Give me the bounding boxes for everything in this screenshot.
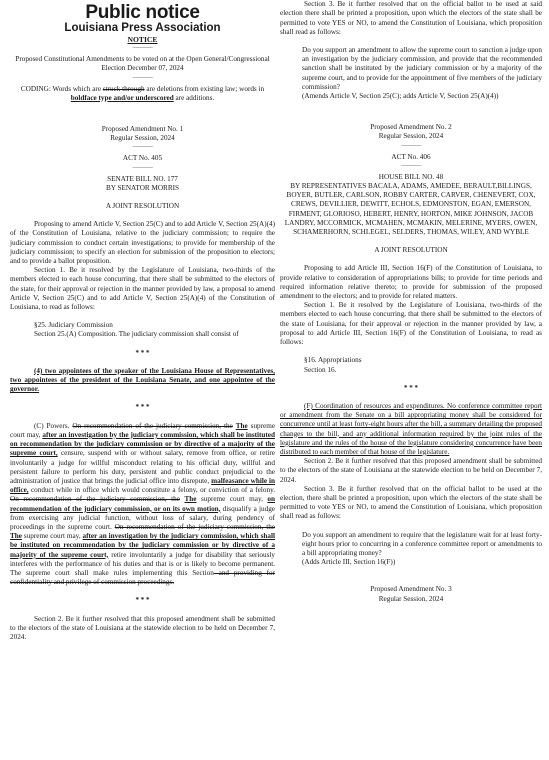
amendment-2-title: Proposed Amendment No. 2 xyxy=(370,123,452,132)
paragraph-c-segment: (C) Powers. xyxy=(34,421,73,430)
amendment-1-ballot-question: Do you support an amendment to allow the supreme court to sanction a judge upon an investigation by the judiciary commission, and provide that the recommended sanction shall be instituted by the judiciary commission or by a majority of the supreme court, and to provide for the appointment of five members of the judiciary commission? xyxy=(302,46,542,91)
divider: __________ xyxy=(401,141,421,147)
amendment-2-resolution: A JOINT RESOLUTION xyxy=(374,246,448,255)
paragraph-c-segment: conduct while in office which would constitute a felony, or conviction of a felony. xyxy=(28,486,275,495)
publisher-name: Louisiana Press Association xyxy=(64,22,221,34)
amendment-3-title: Proposed Amendment No. 3 xyxy=(370,585,452,594)
ellipsis-stars: * * * xyxy=(135,403,150,412)
amendment-1-section-2: Section 2. Be it further resolved that this proposed amendment shall be submitted to the electors of the state of Louisiana at the statewide election to be held on December 7, 2024. xyxy=(10,614,275,641)
amendment-1-section-1: Section 1. Be it resolved by the Legislature of Louisiana, two-thirds of the members elected to each house concurring, that there shall be submitted to the electors of the state, for their approval or rejection in the manner provided by law, a proposal to amend Article V, Section 25(C) and to add Article V, Section 25(A)(4) of the Constitution of Louisiana, to read as follows: xyxy=(10,266,275,312)
amendment-1-act: ACT No. 405 xyxy=(122,154,163,163)
amendment-1-resolution: A JOINT RESOLUTION xyxy=(105,202,180,211)
amendment-2-section-3: Section 3. Be it further resolved that on the official ballot to be used at the election, there shall be printed a proposition, upon which the electors of the state shall be permitted to vote YES or NO, to amend the Constitution of Louisiana, which proposition shall read as follows: xyxy=(280,484,542,521)
amendment-3-session: Regular Session, 2024 xyxy=(378,594,444,603)
right-column xyxy=(280,0,542,604)
amendment-2-purpose: Proposing to add Article III, Section 16(F) of the Constitution of Louisiana, to provide relative to consideration of appropriations bills; to provide for time periods and required information relative thereto; to provide for submission of the proposed amendment to the electors; and to provide for related matters. xyxy=(280,264,542,301)
paragraph-c-segment: on recommendation of the judiciary commission, or on its own motion, xyxy=(10,495,276,513)
amendment-2-bill: HOUSE BILL NO. 48 xyxy=(378,172,444,181)
amendment-2-sponsors: BY REPRESENTATIVES BACALA, ADAMS, AMEDEE, BERAULT,BILLINGS, BOYER, BUTLER, CARLSON, ROBBY CARTER, CARVER, CHENEVERT, COX, CREWS, DEVILLIER, DEWITT, ECHOLS, EDMONSTON, EGAN, EMERSON, FIRMENT, GLORIOSO, HEBERT, HENRY, HORTON, MIKE JOHNSON, JACOB LANDRY, MCCORMICK, MCMAHEN, MCMAKIN, MELERINE, MYERS, OWEN, SCHAMERHORN, SCHLEGEL, SELDERS, THOMAS, WILEY, AND WYBLE xyxy=(284,182,538,237)
amendment-2-section-1: Section 1. Be it resolved by the Legislature of Louisiana, two-thirds of the members elected to each house concurring, that there shall be submitted to the electors of the state of Louisiana, for their approval or rejection in the manner provided by law, a proposal to add Article III, Section 16(F) of the Constitution of Louisiana, to read as follows: xyxy=(280,301,542,347)
amendment-1-bill: SENATE BILL NO. 177 xyxy=(107,174,178,183)
coding-legend: CODING: Words which are struck through are deletions from existing law; words in boldface type and/or underscored are additions. xyxy=(20,84,265,102)
amendment-1-ballot-reference: (Amends Article V, Section 25(C); adds Article V, Section 25(A)(4)) xyxy=(302,92,499,101)
amendment-1-section-3: Section 3. Be it further resolved that on the official ballot to be used at said election there shall be printed a proposition, upon which the electors of the state shall be permitted to vote YES or NO, to amend the Constitution of Louisiana, which proposition shall read as follows: xyxy=(280,0,542,36)
divider: __________ xyxy=(401,161,421,167)
paragraph-c-segment: after an investigation by the judiciary commission, which shall be instituted on recommendation by the judiciary commission or by directive of a majority of the supreme court, xyxy=(10,430,275,458)
paragraph-c-segment: The xyxy=(184,495,197,504)
amendment-2-section-heading: §16. Appropriations xyxy=(304,356,362,365)
paragraph-c-segment: disqualify a judge from exercising any judicial function, without loss of salary, during pendency of proceedings in the supreme court. xyxy=(10,504,275,531)
amendment-1-section-heading: §25. Judiciary Commission xyxy=(34,321,113,330)
amendment-2-session: Regular Session, 2024 xyxy=(378,132,444,141)
amendment-1-purpose: Proposing to amend Article V, Section 25(C) and to add Article V, Section 25(A)(4) of the Constitution of Louisiana, relative to the judiciary commission; to require the judiciary commission to conduct certain investigations; to provide for membership of the judiciary commission; to specify an election for submission of the proposition to electors; and to provide a ballot proposition. xyxy=(10,220,275,266)
amendment-1-session: Regular Session, 2024 xyxy=(110,134,175,143)
divider: __________ xyxy=(132,143,153,149)
paragraph-c-segment: The xyxy=(10,532,22,541)
paragraph-c-segment: The xyxy=(235,421,248,430)
amendment-2-ballot-question: Do you support an amendment to require that the legislature wait for at least forty-eight hours prior to concurring in a conference committee report or amendments to a bill appropriating money? xyxy=(302,530,542,557)
paragraph-c-segment: malfeasance while in office, xyxy=(10,476,275,495)
paragraph-c-segment: supreme court may, xyxy=(21,532,83,541)
paragraph-c-segment: supreme court may, xyxy=(196,495,268,504)
amendment-2-ballot-reference: (Adds Article III, Section 16(F)) xyxy=(302,558,396,567)
ellipsis-stars: * * * xyxy=(135,348,150,357)
left-column xyxy=(10,0,275,642)
page-title: Public notice xyxy=(85,2,200,23)
divider: __________ xyxy=(132,44,153,50)
notice-heading: NOTICE xyxy=(127,35,158,44)
amendment-1-sponsor: BY SENATOR MORRIS xyxy=(105,183,180,192)
amendment-2-section-16: Section 16. xyxy=(304,365,337,374)
divider: __________ xyxy=(132,73,153,79)
paragraph-c-segment: On recommendation of the judiciary commission, the xyxy=(10,495,180,504)
ellipsis-stars: * * * xyxy=(135,596,150,605)
paragraph-c-segment: after an investigation by the judiciary commission, which shall be instituted on recommendation by the judiciary commission or by directive of a majority of the supreme court, xyxy=(10,532,275,559)
paragraph-c-segment: On recommendation of the judiciary commission, the xyxy=(114,522,276,531)
amendment-2-paragraph-f: (F) Coordination of resources and expenditures. No conference committee report or amendment from the Senate on a bill appropriating money shall be considered for concurrence until at least forty-eight hours after the bill, a summary detailing the proposed changes to the bill, and any additional information required by the joint rules of the legislature and the rules of the house of the legislature considering concurrence have been distributed to each member of that house of the legislature. xyxy=(280,401,542,456)
paragraph-c-segment: censure, suspend with or without salary, remove from office, or retire involuntarily a judge for willful misconduct relating to his official duty, willful and persistent failure to perform his duty, persistent and public conduct prejudicial to the administration of justice that brings the judicial office into disrepute, xyxy=(10,449,275,485)
intro-proposed: Proposed Constitutional Amendments to be voted on at the Open General/Congressional Election December 07, 2024 xyxy=(15,55,270,73)
amendment-2-act: ACT No. 406 xyxy=(391,152,431,161)
divider: __________ xyxy=(132,163,153,169)
amendment-1-paragraph-c xyxy=(10,422,275,588)
amendment-1-paragraph-a4: (4) two appointees of the speaker of the Louisiana House of Representatives, two appointees of the president of the Louisiana Senate, and one appointee of the governor. xyxy=(10,366,275,394)
paragraph-c-segment: supreme court may, xyxy=(10,421,276,439)
ellipsis-stars: * * * xyxy=(404,383,418,392)
amendment-1-title: Proposed Amendment No. 1 xyxy=(101,125,184,134)
paragraph-c-segment: On recommendation of the judiciary commission, the xyxy=(72,421,233,430)
amendment-1-section-a: Section 25.(A) Composition. The judiciary commission shall consist of xyxy=(34,330,239,339)
paragraph-c-segment: retire involuntarily a judge for disability that seriously interferes with the performance of his duties and that is or is likely to become permanent. The supreme court shall make rules implementing this Section xyxy=(10,550,275,577)
paragraph-c-segment: and providing for confidentiality and privilege of commission proceedings. xyxy=(10,568,275,587)
amendment-2-section-2: Section 2. Be it further resolved that this proposed amendment shall be submitted to the electors of the state of Louisiana at the statewide election to be held on December 7, 2024. xyxy=(280,457,542,484)
